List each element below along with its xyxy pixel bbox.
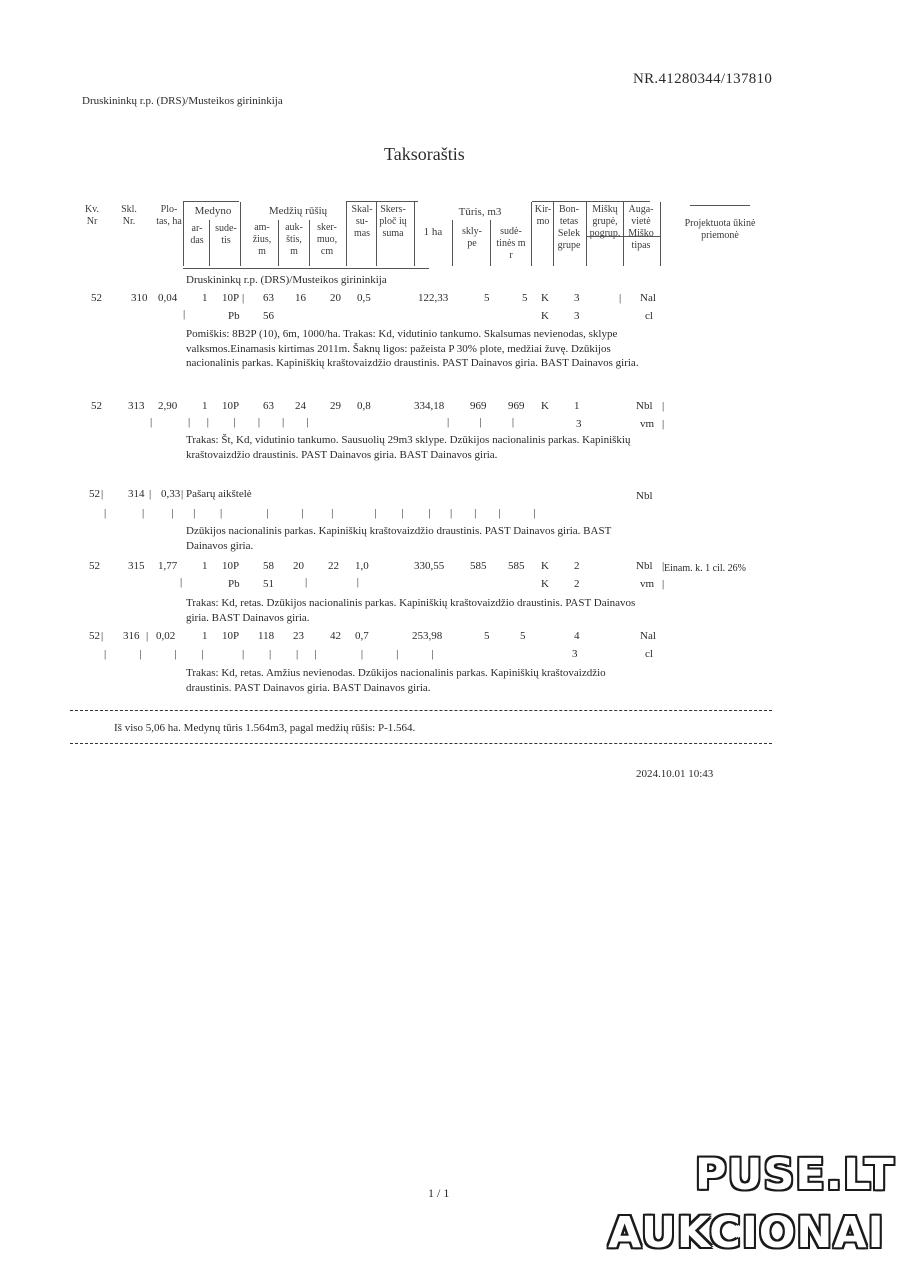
cell-amzius-2: 56	[263, 310, 274, 322]
watermark-line-2: AUKCIONAI	[608, 1208, 885, 1258]
cell-skl: 316	[123, 630, 140, 642]
separator: |	[101, 630, 104, 642]
cell-augaviete: Nbl	[636, 490, 653, 502]
cell-augaviete: Nbl	[636, 560, 653, 572]
cell-bonitetas-2: 3	[574, 310, 580, 322]
separator: | | | | | | | | | | |	[104, 648, 434, 660]
separator: |	[662, 578, 665, 590]
cell-kv: 52	[89, 560, 100, 572]
cell-turis-sudetines: 5	[522, 292, 528, 304]
col-skerspl: Skers- ploč ių suma	[379, 204, 407, 239]
separator: |	[662, 560, 665, 572]
cell-skersmuo: 20	[330, 292, 341, 304]
cell-turis-sklype: 5	[484, 630, 490, 642]
col-plotas: Plo- tas, ha	[156, 204, 182, 227]
cell-bonitetas: 4	[574, 630, 580, 642]
cell-augaviete-2: cl	[645, 310, 653, 322]
col-turis: Tūris, m3	[458, 206, 502, 218]
watermark-line-1: PUSE.LT	[695, 1150, 895, 1200]
col-ardas: ar- das	[190, 223, 204, 246]
separator: |	[150, 416, 153, 428]
cell-bonitetas: 1	[574, 400, 580, 412]
cell-bonitetas-2: 2	[574, 578, 580, 590]
separator: | | | | | |	[188, 416, 309, 428]
cell-skersmuo: 42	[330, 630, 341, 642]
col-misku-grupe: Miškų grupė, pogrup.	[589, 204, 621, 239]
cell-skersmuo: 22	[328, 560, 339, 572]
cell-plotas: 0,04	[158, 292, 178, 304]
cell-turis-1ha: 330,55	[414, 560, 445, 572]
cell-turis-sudetines: 5	[520, 630, 526, 642]
col-medyno: Medyno	[194, 205, 232, 217]
cell-amzius: 63	[263, 400, 274, 412]
cell-augaviete: Nal	[640, 630, 656, 642]
separator: | | |	[447, 416, 515, 428]
cell-bonitetas-2: 3	[576, 418, 582, 430]
cell-aukstis: 24	[295, 400, 306, 412]
cell-plotas: 2,90	[158, 400, 178, 412]
col-kirtimo: Kir- mo	[534, 204, 552, 227]
cell-bonitetas-2: 3	[572, 648, 578, 660]
cell-sudetis: 10P	[222, 400, 240, 412]
col-amzius: am- žius, m	[252, 222, 272, 257]
col-projektuota: Projektuota ūkinė priemonė	[684, 218, 756, 241]
separator: | | | | | | | | | | | | | | |	[104, 507, 536, 519]
separator: |	[149, 488, 152, 500]
cell-turis-sudetines: 585	[508, 560, 525, 572]
cell-kirt: K	[541, 400, 549, 412]
cell-skalsumas: 0,7	[355, 630, 369, 642]
separator: | |	[305, 576, 359, 588]
row-note: Trakas: Kd, retas. Amžius nevienodas. Dzūkijos nacionalinis parkas. Kapiniškių kraštovaizdžio draustinis. PAST Dainavos giria. BAST Dainavos giria.	[186, 667, 606, 694]
cell-plotas: 0,33	[161, 488, 181, 500]
page-number: 1 / 1	[428, 1186, 450, 1200]
summary-divider-top	[70, 710, 772, 711]
cell-sudetis: 10P	[222, 560, 240, 572]
cell-turis-1ha: 253,98	[412, 630, 443, 642]
page-title: Taksoraštis	[384, 144, 465, 164]
document-datetime: 2024.10.01 10:43	[636, 768, 714, 780]
cell-skersmuo: 29	[330, 400, 341, 412]
cell-turis-sklype: 5	[484, 292, 490, 304]
col-sklype: skly- pe	[462, 226, 482, 249]
cell-plotas: 0,02	[156, 630, 176, 642]
col-medziu-rusiu: Medžių rūšių	[268, 205, 328, 217]
row-note: Trakas: Kd, retas. Dzūkijos nacionalinis parkas. Kapiniškių kraštovaizdžio draustinis. PAST Dainavos giria. BAST Dainavos giria.	[186, 597, 636, 624]
cell-label: Pašarų aikštelė	[186, 488, 252, 500]
col-aukstis: auk- štis, m	[285, 222, 303, 257]
cell-turis-sudetines: 969	[508, 400, 525, 412]
cell-ardas: 1	[202, 560, 208, 572]
summary-text: Iš viso 5,06 ha. Medynų tūris 1.564m3, pagal medžių rūšis: P-1.564.	[114, 722, 416, 734]
cell-ardas: 1	[202, 400, 208, 412]
cell-sudetis: 10P	[222, 630, 240, 642]
cell-ardas: 1	[202, 630, 208, 642]
cell-plotas: 1,77	[158, 560, 178, 572]
cell-kirt-2: K	[541, 578, 549, 590]
cell-kirt: K	[541, 560, 549, 572]
row-note: Pomiškis: 8B2P (10), 6m, 1000/ha. Trakas: Kd, vidutinio tankumo. Skalsumas nevienodas, sklype valksmos.Einamasis kirtimas 2011m. Šaknų ligos: pažeista P 30% plote, medžiai žuvę. Dzūkijos nacionalinis parkas. Kapiniškių kraštovaizdžio draustinis. PAST Dainavos giria. BAST Dainavos giria.	[186, 328, 639, 369]
cell-turis-sklype: 969	[470, 400, 487, 412]
cell-sudetis-2: Pb	[228, 310, 240, 322]
cell-augaviete-2: cl	[645, 648, 653, 660]
cell-turis-1ha: 334,18	[414, 400, 445, 412]
cell-ardas: 1	[202, 292, 208, 304]
cell-turis-sklype: 585	[470, 560, 487, 572]
cell-sudetis-2: Pb	[228, 578, 240, 590]
cell-skl: 310	[131, 292, 148, 304]
col-skalsumas: Skal- su- mas	[351, 204, 373, 239]
cell-priemone: Einam. k. 1 cil. 26%	[664, 563, 746, 574]
cell-aukstis: 23	[293, 630, 304, 642]
separator: |	[662, 418, 665, 430]
cell-augaviete-2: vm	[640, 418, 655, 430]
separator: |	[101, 488, 104, 500]
col-sudetines: sudė- tinės m r	[496, 226, 526, 261]
cell-skl: 314	[128, 488, 145, 500]
col-1ha: 1 ha	[423, 226, 443, 238]
cell-kirt: K	[541, 292, 549, 304]
cell-turis-1ha: 122,33	[418, 292, 449, 304]
col-augaviete: Auga- vietė Miško tipas	[628, 204, 654, 251]
separator: |	[183, 308, 186, 320]
cell-augaviete-2: vm	[640, 578, 655, 590]
cell-skl: 315	[128, 560, 145, 572]
row-note: Trakas: Št, Kd, vidutinio tankumo. Sausuolių 29m3 sklype. Dzūkijos nacionalinis parkas. Kapiniškių kraštovaizdžio draustinis. PAST Dainavos giria. BAST Dainavos giria.	[186, 434, 631, 461]
document-number: NR.41280344/137810	[633, 71, 773, 87]
cell-augaviete: Nbl	[636, 400, 653, 412]
cell-augaviete: Nal	[640, 292, 656, 304]
cell-amzius-2: 51	[263, 578, 274, 590]
cell-amzius: 63	[263, 292, 274, 304]
cell-kv: 52	[89, 630, 100, 642]
section-subheader: Druskininkų r.p. (DRS)/Musteikos girininkija	[186, 274, 387, 286]
col-skersmuo: sker- muo, cm	[316, 222, 338, 257]
row-note: Dzūkijos nacionalinis parkas. Kapiniškių kraštovaizdžio draustinis. PAST Dainavos giria. BAST Dainavos giria.	[186, 525, 612, 552]
separator: |	[181, 488, 184, 500]
cell-sudetis: 10P	[222, 292, 240, 304]
separator: |	[242, 292, 245, 304]
cell-aukstis: 16	[295, 292, 306, 304]
col-bonitetas: Bon- tetas Selek grupe	[557, 204, 581, 251]
summary-divider-bottom	[70, 743, 772, 744]
cell-skl: 313	[128, 400, 145, 412]
cell-amzius: 58	[263, 560, 274, 572]
cell-bonitetas: 2	[574, 560, 580, 572]
cell-bonitetas: 3	[574, 292, 580, 304]
forestry-unit: Druskininkų r.p. (DRS)/Musteikos girininkija	[82, 95, 283, 107]
col-sudetis: sude- tis	[215, 223, 237, 246]
cell-kv: 52	[89, 488, 100, 500]
cell-kirt-2: K	[541, 310, 549, 322]
separator: |	[180, 576, 183, 588]
cell-amzius: 118	[258, 630, 275, 642]
separator: |	[619, 292, 622, 304]
separator: |	[146, 630, 149, 642]
cell-aukstis: 20	[293, 560, 304, 572]
cell-skalsumas: 1,0	[355, 560, 369, 572]
col-kv: Kv. Nr	[84, 204, 100, 227]
separator: |	[662, 400, 665, 412]
cell-kv: 52	[91, 400, 102, 412]
cell-kv: 52	[91, 292, 102, 304]
cell-skalsumas: 0,8	[357, 400, 371, 412]
cell-skalsumas: 0,5	[357, 292, 371, 304]
col-skl: Skl. Nr.	[121, 204, 137, 227]
